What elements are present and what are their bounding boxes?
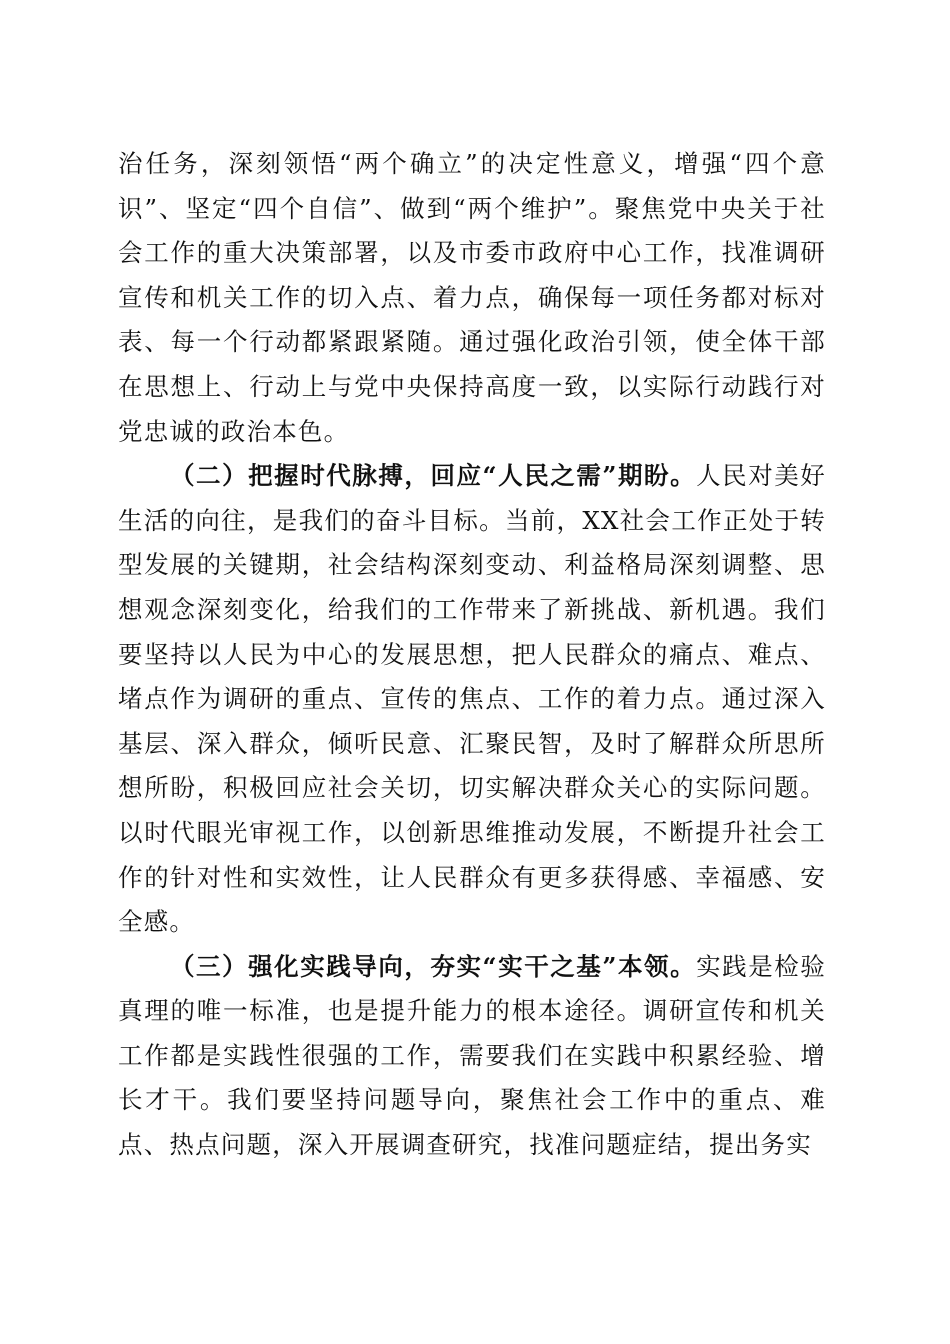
document-body bbox=[118, 142, 826, 1168]
paragraph-3-heading: （三）强化实践导向，夯实“实干之基”本领。 bbox=[170, 951, 697, 981]
paragraph-2-text: 人民对美好生活的向往，是我们的奋斗目标。当前，XX社会工作正处于转型发展的关键期，社会结构深刻变动、利益格局深刻调整、思想观念深刻变化，给我们的工作带来了新挑战、新机遇。我们要坚持以人民为中心的发展思想，把人民群众的痛点、难点、堵点作为调研的重点、宣传的焦点、工作的着力点。通过深入基层、深入群众，倾听民意、汇聚民智，及时了解群众所思所想所盼，积极回应社会关切，切实解决群众关心的实际问题。以时代眼光审视工作，以创新思维推动发展，不断提升社会工作的针对性和实效性，让人民群众有更多获得感、幸福感、安全感。 bbox=[118, 461, 827, 937]
paragraph-1-text: 治任务，深刻领悟“两个确立”的决定性意义，增强“四个意识”、坚定“四个自信”、做到“两个维护”。聚焦党中央关于社会工作的重大决策部署，以及市委市政府中心工作，找准调研宣传和机关工作的切入点、着力点，确保每一项任务都对标对表、每一个行动都紧跟紧随。通过强化政治引领，使全体干部在思想上、行动上与党中央保持高度一致，以实际行动践行对党忠诚的政治本色。 bbox=[118, 149, 826, 446]
paragraph-3 bbox=[118, 945, 826, 1168]
paragraph-1 bbox=[118, 142, 826, 454]
paragraph-3-text: 实践是检验真理的唯一标准，也是提升能力的根本途径。调研宣传和机关工作都是实践性很强的工作，需要我们在实践中积累经验、增长才干。我们要坚持问题导向，聚焦社会工作中的重点、难点、热点问题，深入开展调查研究，找准问题症结，提出务实 bbox=[118, 951, 827, 1160]
paragraph-2-heading: （二）把握时代脉搏，回应“人民之需”期盼。 bbox=[170, 461, 697, 491]
paragraph-2 bbox=[118, 454, 826, 945]
